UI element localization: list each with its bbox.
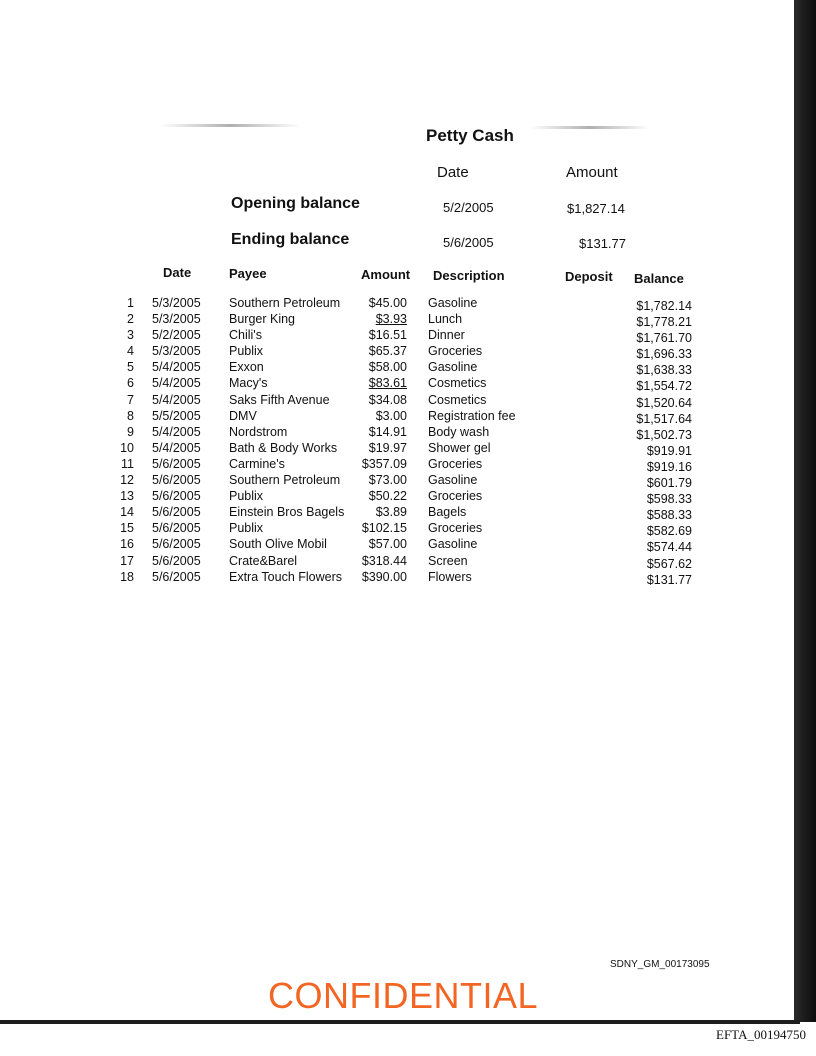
row-description: Cosmetics [428,376,487,391]
row-number: 6 [127,376,134,391]
row-amount: $3.00 [375,408,407,423]
row-payee: Burger King [229,312,296,327]
table-row [0,376,800,392]
row-description: Registration fee [428,408,516,423]
confidential-stamp: CONFIDENTIAL [268,975,539,1016]
row-amount: $50.22 [368,489,407,504]
row-payee: South Olive Mobil [229,537,327,552]
table-row [0,328,800,344]
row-amount: $58.00 [368,360,407,375]
scan-smudge-right [530,126,650,129]
table-row [0,521,800,537]
row-date: 5/4/2005 [152,440,201,455]
table-row [0,554,800,570]
column-header-balance: Balance [634,271,684,286]
row-number: 3 [127,328,134,343]
row-balance: $582.69 [646,524,692,539]
opening-balance-date: 5/2/2005 [443,200,494,215]
row-date: 5/4/2005 [152,360,201,375]
row-description: Body wash [428,424,490,439]
row-number: 13 [120,489,134,504]
column-header-date: Date [163,265,192,280]
row-amount: $357.09 [361,456,407,471]
table-row [0,393,800,409]
row-payee: Crate&Barel [229,553,298,568]
row-payee: Einstein Bros Bagels [229,505,345,520]
row-payee: Chili's [229,328,262,343]
row-payee: Macy's [229,376,268,391]
row-amount: $83.61 [368,376,407,391]
row-payee: Nordstrom [229,424,288,439]
row-amount: $16.51 [368,328,407,343]
row-amount: $65.37 [368,344,407,359]
row-balance: $1,696.33 [636,347,692,362]
scan-smudge-left [160,124,300,127]
row-balance: $598.33 [646,492,692,507]
row-date: 5/6/2005 [152,521,201,536]
row-amount: $3.93 [375,312,407,327]
row-amount: $34.08 [368,392,407,407]
table-row [0,473,800,489]
row-balance: $588.33 [646,508,692,523]
row-date: 5/4/2005 [152,376,201,391]
row-date: 5/2/2005 [152,328,201,343]
row-description: Cosmetics [428,392,487,407]
row-amount: $45.00 [368,296,407,310]
row-number: 2 [127,312,134,327]
row-description: Gasoline [428,296,478,310]
row-payee: Carmine's [229,456,285,471]
row-balance: $567.62 [646,556,692,571]
row-payee: Publix [229,521,264,536]
table-row [0,441,800,457]
opening-balance-label: Opening balance [231,195,360,212]
row-date: 5/3/2005 [152,296,201,310]
column-header-deposit: Deposit [565,269,613,284]
row-payee: DMV [229,408,257,423]
row-amount: $14.91 [368,424,407,439]
row-payee: Publix [229,489,264,504]
row-number: 14 [120,505,134,520]
row-description: Groceries [428,489,483,504]
row-number: 4 [127,344,134,359]
row-date: 5/6/2005 [152,505,201,520]
row-date: 5/4/2005 [152,424,201,439]
row-number: 8 [127,408,134,423]
row-balance: $1,502.73 [636,427,692,442]
efta-number: EFTA_00194750 [716,1027,806,1042]
bates-number: SDNY_GM_00173095 [610,959,710,970]
row-payee: Publix [229,344,264,359]
row-number: 17 [120,553,134,568]
row-number: 15 [120,521,134,536]
row-number: 9 [127,424,134,439]
row-date: 5/6/2005 [152,537,201,552]
ending-balance-date: 5/6/2005 [443,235,494,250]
scan-edge-bottom [0,1020,800,1024]
row-balance: $1,778.21 [636,315,692,330]
row-balance: $601.79 [646,476,692,491]
column-header-payee: Payee [229,266,267,281]
row-description: Lunch [428,312,463,327]
row-amount: $3.89 [375,505,407,520]
row-description: Groceries [428,456,483,471]
row-description: Gasoline [428,537,478,552]
table-row [0,537,800,553]
row-balance: $919.16 [646,459,692,474]
row-balance: $1,638.33 [636,363,692,378]
row-balance: $1,554.72 [636,379,692,394]
row-amount: $19.97 [368,440,407,455]
row-payee: Saks Fifth Avenue [229,392,330,407]
opening-balance-amount: $1,827.14 [567,201,625,216]
column-header-amount: Amount [361,267,411,282]
row-number: 5 [127,360,134,375]
table-row [0,570,800,586]
row-amount: $390.00 [361,569,407,584]
row-payee: Exxon [229,360,264,375]
table-row [0,425,800,441]
row-number: 7 [127,392,134,407]
row-balance: $1,520.64 [636,395,692,410]
row-balance: $1,782.14 [636,299,692,313]
row-payee: Extra Touch Flowers [229,569,343,584]
row-amount: $57.00 [368,537,407,552]
table-row [0,505,800,521]
ending-balance-label: Ending balance [231,231,350,248]
table-row [0,312,800,328]
row-description: Shower gel [428,440,491,455]
table-row [0,360,800,376]
row-payee: Southern Petroleum [229,473,341,488]
row-payee: Southern Petroleum [229,296,341,310]
table-row [0,344,800,360]
table-row [0,409,800,425]
row-date: 5/6/2005 [152,569,201,584]
row-description: Flowers [428,569,472,584]
row-number: 12 [120,473,134,488]
row-balance: $574.44 [646,540,692,555]
row-date: 5/6/2005 [152,456,201,471]
row-date: 5/6/2005 [152,473,201,488]
column-header-description: Description [433,268,505,283]
row-number: 11 [121,456,134,471]
row-balance: $1,517.64 [636,411,692,426]
row-number: 16 [120,537,134,552]
row-date: 5/3/2005 [152,312,201,327]
transaction-table [0,296,800,586]
row-number: 1 [127,296,134,310]
row-description: Bagels [428,505,467,520]
row-description: Dinner [428,328,465,343]
table-row [0,457,800,473]
document-title: Petty Cash [426,126,514,145]
row-amount: $73.00 [368,473,407,488]
row-date: 5/6/2005 [152,489,201,504]
row-balance: $919.91 [646,443,692,458]
table-row [0,489,800,505]
header-date: Date [437,164,469,181]
row-date: 5/6/2005 [152,553,201,568]
row-amount: $102.15 [361,521,407,536]
row-date: 5/5/2005 [152,408,201,423]
ending-balance-amount: $131.77 [579,236,626,251]
row-number: 18 [120,569,134,584]
row-description: Groceries [428,344,483,359]
row-description: Screen [428,553,468,568]
table-row [0,296,800,312]
row-amount: $318.44 [361,553,407,568]
row-description: Gasoline [428,473,478,488]
row-payee: Bath & Body Works [229,440,338,455]
row-date: 5/4/2005 [152,392,201,407]
row-balance: $131.77 [646,572,692,587]
row-number: 10 [120,440,134,455]
header-amount: Amount [566,164,618,181]
row-description: Groceries [428,521,483,536]
row-balance: $1,761.70 [636,331,692,346]
row-description: Gasoline [428,360,478,375]
row-date: 5/3/2005 [152,344,201,359]
